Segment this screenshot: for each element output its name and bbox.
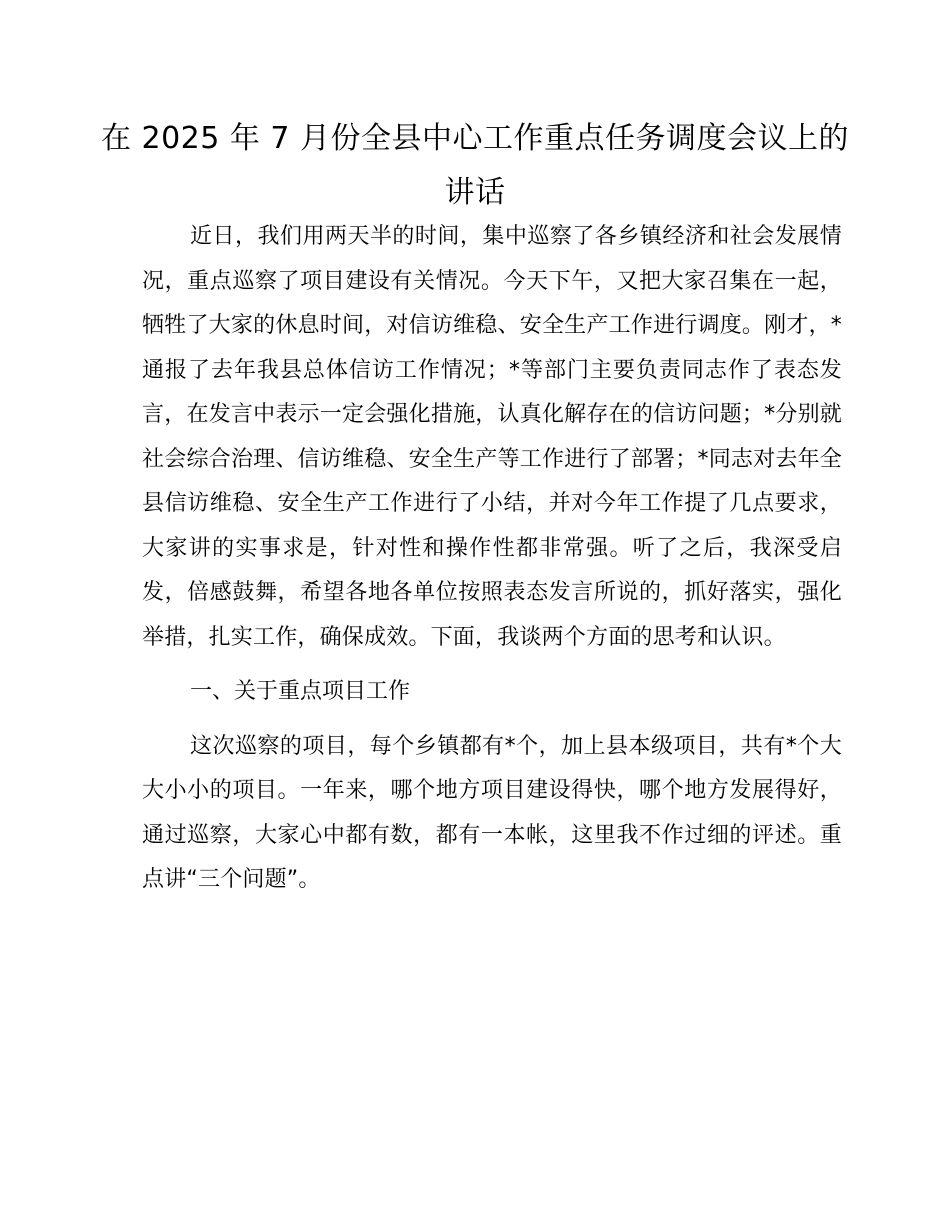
document-title: 在 2025 年 7 月份全县中心工作重点任务调度会议上的讲话: [100, 121, 850, 210]
document-body: [142, 215, 842, 913]
section-heading: 一、关于重点项目工作: [190, 679, 411, 704]
section-paragraph: 这次巡察的项目，每个乡镇都有*个，加上县本级项目，共有*个大大小小的项目。一年来，哪个地方项目建设得快，哪个地方发展得好，通过巡察，大家心中都有数，都有一本帐，这里我不作过细的评述。重点讲“三个问题”。: [142, 733, 842, 892]
intro-paragraph: 近日，我们用两天半的时间，集中巡察了各乡镇经济和社会发展情况，重点巡察了项目建设有关情况。今天下午，又把大家召集在一起，牺牲了大家的休息时间，对信访维稳、安全生产工作进行调度。刚才，*通报了去年我县总体信访工作情况；*等部门主要负责同志作了表态发言，在发言中表示一定会强化措施，认真化解存在的信访问题；*分别就社会综合治理、信访维稳、安全生产等工作进行了部署；*同志对去年全县信访维稳、安全生产工作进行了小结，并对今年工作提了几点要求，大家讲的实事求是，针对性和操作性都非常强。听了之后，我深受启发，倍感鼓舞，希望各地各单位按照表态发言所说的，抓好落实，强化举措，扎实工作，确保成效。下面，我谈两个方面的思考和认识。: [142, 224, 842, 650]
